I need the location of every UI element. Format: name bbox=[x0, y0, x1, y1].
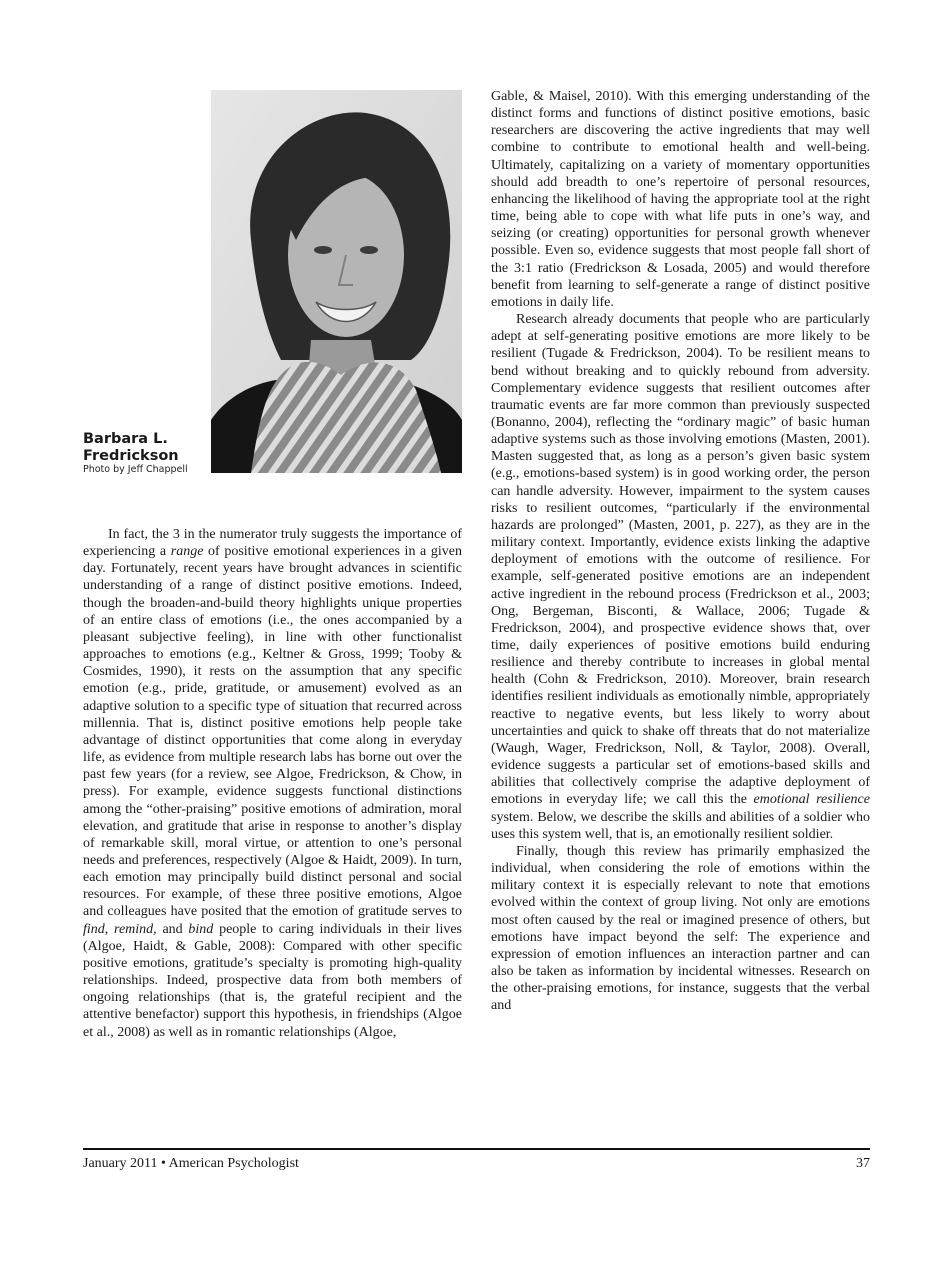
portrait-illustration bbox=[211, 90, 462, 473]
right-paragraph-2: Research already documents that people who are particularly adept at self-generating positive emotions are more likely to be resilient (Tugade & Fredrickson, 2004). To be resilient means to bend without breaking and to quickly rebound from adversity. Complementary evidence suggests that resilient outcomes after traumatic events are far more common than previously suspected (Bonanno, 2004), reflecting the “ordinary magic” of basic human adaptive systems such as those involving emotions (Masten, 2001). Masten suggested that, as long as a person’s given basic system (e.g., emotions-based system) is in good working order, the person can handle adversity. However, impairment to the system causes risks to resilient outcomes, “particularly if the environmental hazards are prolonged” (Masten, 2001, p. 227), as they are in the military context. Importantly, evidence exists linking the adaptive deployment of emotions with the outcome of resilience. For example, self-generated positive emotions are an independent active ingredient in the rebound process (Fredrickson et al., 2003; Ong, Bergeman, Bisconti, & Wallace, 2006; Tugade & Fredrickson, 2004), and prospective evidence shows that, over time, daily experiences of positive emotions build enduring resilience and thereby contribute to increases in global mental health (Cohn & Fredrickson, 2010). Moreover, brain research identifies resilient individuals as emotionally nimble, appropriately reactive to negative events, but less likely to worry about uncertainties and quick to shake off threats that do not materialize (Waugh, Wager, Fredrickson, Noll, & Taylor, 2008). Overall, evidence suggests a particular set of emotions-based skills and abilities that collectively comprise the adaptive deployment of emotions in everyday life; we call this the emotional resilience system. Below, we describe the skills and abilities of a soldier who uses this system well, that is, an emotionally resilient soldier. bbox=[491, 312, 870, 842]
footer-journal: January 2011 • American Psychologist bbox=[83, 1156, 299, 1171]
emphasis-find-remind: find, remind, bbox=[83, 921, 157, 937]
photo-credit: Photo by Jeff Chappell bbox=[83, 464, 188, 475]
author-photo bbox=[211, 90, 462, 473]
left-column bbox=[83, 526, 462, 1041]
emphasis-emotional-resilience: emotional resilience bbox=[753, 792, 870, 808]
emphasis-range: range bbox=[170, 544, 204, 560]
emphasis-bind: bind bbox=[188, 921, 214, 937]
footer-rule bbox=[83, 1148, 870, 1150]
right-paragraph-3: Finally, though this review has primarily emphasized the individual, when considering the role of emotions within the military context it is especially relevant to note that emotions evolved within the context of group living. Not only are emotions most often caused by the real or imagined presence of others, but emotions have impact beyond the self: The experience and expression of emotion influences an interaction partner and can also be taken as information by incidental witnesses. Research on the other-praising emotions, for instance, suggests that the verbal and bbox=[491, 843, 870, 1014]
right-paragraph-1: Gable, & Maisel, 2010). With this emerging understanding of the distinct forms and functions of distinct positive emotions, basic researchers are discovering the active ingredients that may well combine to contribute to emotional health and well-being. Ultimately, capitalizing on a variety of momentary opportunities should add breadth to one’s repertoire of personal resources, enhancing the likelihood of having the appropriate tool at the right time, being able to cope with what life puts in one’s way, and seizing (or creating) opportunities for personal growth whenever possible. Even so, evidence suggests that most people fall short of the 3:1 ratio (Fredrickson & Losada, 2005) and would therefore benefit from learning to self-generate a range of distinct positive emotions in daily life. bbox=[491, 89, 870, 310]
left-paragraph-1: In fact, the 3 in the numerator truly suggests the importance of experiencing a range of positive emotional experiences in a given day. Fortunately, recent years have brought advances in scientific understanding of a range of distinct positive emotions. Indeed, though the broaden-and-build theory highlights unique properties of an entire class of emotions (i.e., the ones accompanied by a pleasant subjective feeling), in line with other functionalist approaches to emotions (e.g., Keltner & Gross, 1999; Tooby & Cosmides, 1990), it rests on the assumption that any specific emotion (e.g., pride, gratitude, or amusement) evolved as an adaptive solution to a specific type of situation that recurred across millennia. That is, distinct positive emotions help people take advantage of distinct opportunities that come along in everyday life, as evidence from multiple research labs has borne out over the past few years (for a review, see Algoe, Fredrickson, & Chow, in press). For example, evidence suggests functional distinctions among the “other-praising” positive emotions of admiration, moral elevation, and gratitude that arise in response to another’s display of remarkable skill, moral virtue, or attention to one’s personal needs and preferences, respectively (Algoe & Haidt, 2009). In turn, each emotion may principally build distinct personal and social resources. For example, of these three positive emotions, Algoe and colleagues have posited that the emotion of gratitude serves to find, remind, and bind people to caring individuals in their lives (Algoe, Haidt, & Gable, 2008): Compared with other specific positive emotions, gratitude’s specialty is promoting high-quality relationships. Indeed, prospective data from both members of ongoing relationships (that is, the grateful recipient and the attentive benefactor) support this hypothesis, in friendships (Algoe et al., 2008) as well as in romantic relationships (Algoe, bbox=[83, 527, 462, 1040]
right-column bbox=[491, 88, 870, 1014]
photo-caption bbox=[83, 431, 208, 476]
page-number: 37 bbox=[856, 1156, 870, 1171]
author-name: Barbara L. Fredrickson bbox=[83, 431, 179, 464]
